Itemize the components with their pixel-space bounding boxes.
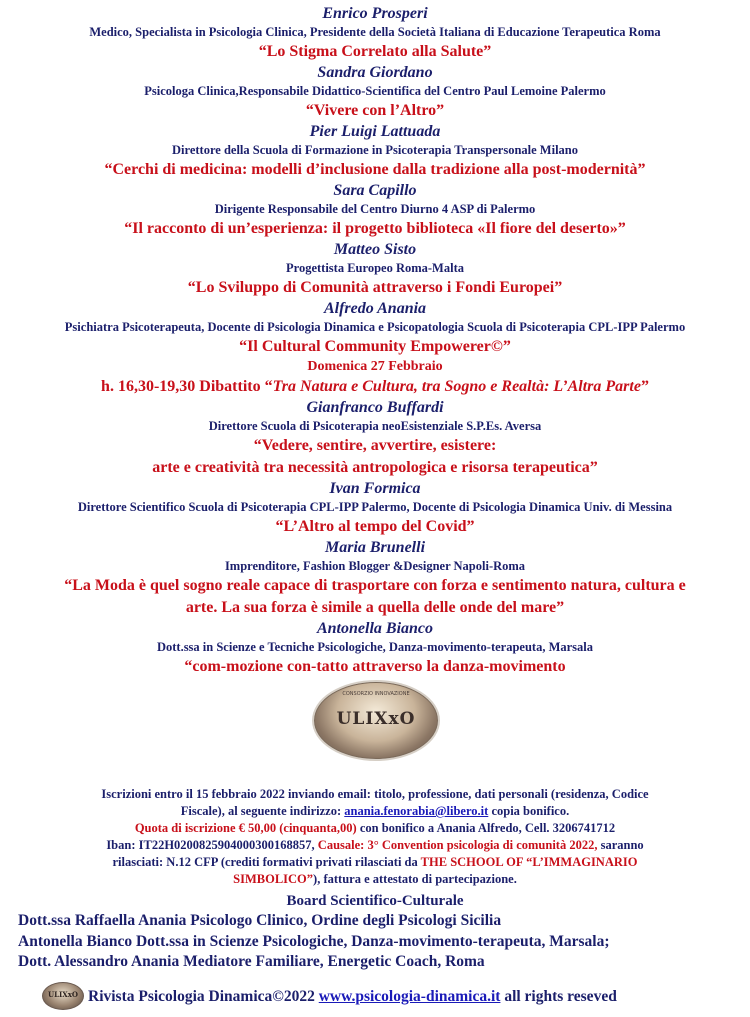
footer-logo xyxy=(42,982,84,1010)
footer-suffix: all rights reseved xyxy=(500,988,617,1005)
footer-text xyxy=(88,988,617,1006)
footer xyxy=(38,980,750,1016)
fee-rest: con bonifico a Anania Alfredo, Cell. 3206741712 xyxy=(356,821,616,835)
talk-title: “Il Cultural Community Empowerer©” xyxy=(239,338,511,355)
speaker-role: Psicologa Clinica,Responsabile Didattico-Scientifica del Centro Paul Lemoine Palermo xyxy=(144,84,606,98)
logo-arc-text: CONSORZIO INNOVAZIONE xyxy=(342,691,410,697)
registration-info xyxy=(20,786,730,888)
info-fee xyxy=(20,820,730,837)
board-member: Dott.ssa Raffaella Anania Psicologo Clinico, Ordine degli Psicologi Sicilia xyxy=(18,912,502,929)
info-line-5-a: rilasciati: N.12 CFP (crediti formativi privati rilasciati da xyxy=(112,855,421,869)
speaker-name: Gianfranco Buffardi xyxy=(306,399,444,416)
talk-title: “Cerchi di medicina: modelli d’inclusione dalla tradizione alla post-modernità” xyxy=(104,161,646,178)
session-topic: Tra Natura e Cultura, tra Sogno e Realtà: L’Altra Parte xyxy=(272,378,641,395)
speaker-role: Direttore della Scuola di Formazione in Psicoterapia Transpersonale Milano xyxy=(172,143,578,157)
board-title: Board Scientifico-Culturale xyxy=(286,893,464,909)
ulixxo-logo xyxy=(314,682,438,759)
info-line-2-a: Fiscale), al seguente indirizzo: xyxy=(180,804,345,818)
info-line-2-b: copia bonifico. xyxy=(488,804,570,818)
board-member: Dott. Alessandro Anania Mediatore Familiare, Energetic Coach, Roma xyxy=(18,953,485,970)
speaker-name: Maria Brunelli xyxy=(324,539,426,556)
footer-prefix: Rivista Psicologia Dinamica©2022 xyxy=(88,988,319,1005)
speaker-name: Matteo Sisto xyxy=(333,241,417,258)
talk-title: “com-mozione con-tatto attraverso la danza-movimento xyxy=(184,658,566,675)
speaker-name: Pier Luigi Lattuada xyxy=(309,123,441,140)
speaker-name: Antonella Bianco xyxy=(316,620,434,637)
logo-text: ULIXxO xyxy=(336,709,416,729)
speaker-name: Sara Capillo xyxy=(333,182,417,199)
speaker-role: Direttore Scientifico Scuola di Psicoterapia CPL-IPP Palermo, Docente di Psicologia Dinamica Univ. di Messina xyxy=(77,500,673,514)
session-close: ” xyxy=(640,378,649,395)
board-members xyxy=(18,911,738,973)
website-link[interactable]: www.psicologia-dinamica.it xyxy=(318,988,501,1005)
talk-title: arte e creatività tra necessità antropologica e risorsa terapeutica” xyxy=(152,459,598,476)
speaker-role: Dott.ssa in Scienze e Tecniche Psicologiche, Danza-movimento-terapeuta, Marsala xyxy=(156,640,594,654)
info-line-6-b: ), fattura e attestato di partecipazione. xyxy=(313,872,517,886)
speaker-name: Ivan Formica xyxy=(329,480,421,497)
session-date: Domenica 27 Febbraio xyxy=(307,359,443,374)
talk-title: “Vivere con l’Altro” xyxy=(305,102,445,119)
causale: Causale: 3° Convention psicologia di comunità 2022, xyxy=(317,838,598,852)
talk-title: arte. La sua forza è simile a quella delle onde del mare” xyxy=(185,599,565,616)
speaker-role: Imprenditore, Fashion Blogger &Designer Napoli-Roma xyxy=(224,559,526,573)
info-iban xyxy=(20,837,730,854)
talk-title: “Vedere, sentire, avvertire, esistere: xyxy=(253,437,497,454)
info-line-2 xyxy=(20,803,730,820)
speaker-role: Progettista Europeo Roma-Malta xyxy=(286,261,464,275)
talk-title: “Lo Stigma Correlato alla Salute” xyxy=(258,43,492,60)
speakers-part-1 xyxy=(0,4,750,358)
session-debate xyxy=(0,376,750,398)
speaker-role: Medico, Specialista in Psicologia Clinica, Presidente della Società Italiana di Educazione Terapeutica Roma xyxy=(89,25,661,39)
speaker-name: Sandra Giordano xyxy=(317,64,433,81)
session-time: h. 16,30-19,30 Dibattito “ xyxy=(101,378,273,395)
info-line-5 xyxy=(20,854,730,871)
speaker-name: Enrico Prosperi xyxy=(322,5,428,22)
talk-title: “L’Altro al tempo del Covid” xyxy=(275,518,475,535)
email-link[interactable]: anania.fenorabia@libero.it xyxy=(344,804,489,818)
school-name: THE SCHOOL OF “L’IMMAGINARIO xyxy=(420,855,638,869)
footer-logo-text: ULIXxO xyxy=(47,990,78,999)
speaker-role: Psichiatra Psicoterapeuta, Docente di Psicologia Dinamica e Psicopatologia Scuola di Psicoterapia CPL-IPP Palermo xyxy=(64,320,686,334)
talk-title: “Il racconto di un’esperienza: il progetto biblioteca «Il fiore del deserto»” xyxy=(124,220,626,237)
info-line-6 xyxy=(20,871,730,888)
speakers-part-2 xyxy=(0,398,750,678)
talk-title: “Lo Sviluppo di Comunità attraverso i Fondi Europei” xyxy=(187,279,563,296)
school-name-end: SIMBOLICO” xyxy=(233,872,314,886)
program-list xyxy=(0,4,750,678)
iban-rest: saranno xyxy=(597,838,644,852)
board-member: Antonella Bianco Dott.ssa in Scienze Psicologiche, Danza-movimento-terapeuta, Marsala; xyxy=(18,932,610,950)
speaker-name: Alfredo Anania xyxy=(323,300,427,317)
talk-title: “La Moda è quel sogno reale capace di trasportare con forza e sentimento natura, cultura e xyxy=(64,577,686,594)
speaker-role: Dirigente Responsabile del Centro Diurno 4 ASP di Palermo xyxy=(214,202,536,216)
speaker-role: Direttore Scuola di Psicoterapia neoEsistenziale S.P.Es. Aversa xyxy=(208,419,542,433)
iban: Iban: IT22H0200825904000300168857, xyxy=(106,838,318,852)
info-line-1: Iscrizioni entro il 15 febbraio 2022 inviando email: titolo, professione, dati personali (residenza, Codice xyxy=(101,787,649,801)
fee-amount: Quota di iscrizione € 50,00 (cinquanta,00) xyxy=(134,821,357,835)
